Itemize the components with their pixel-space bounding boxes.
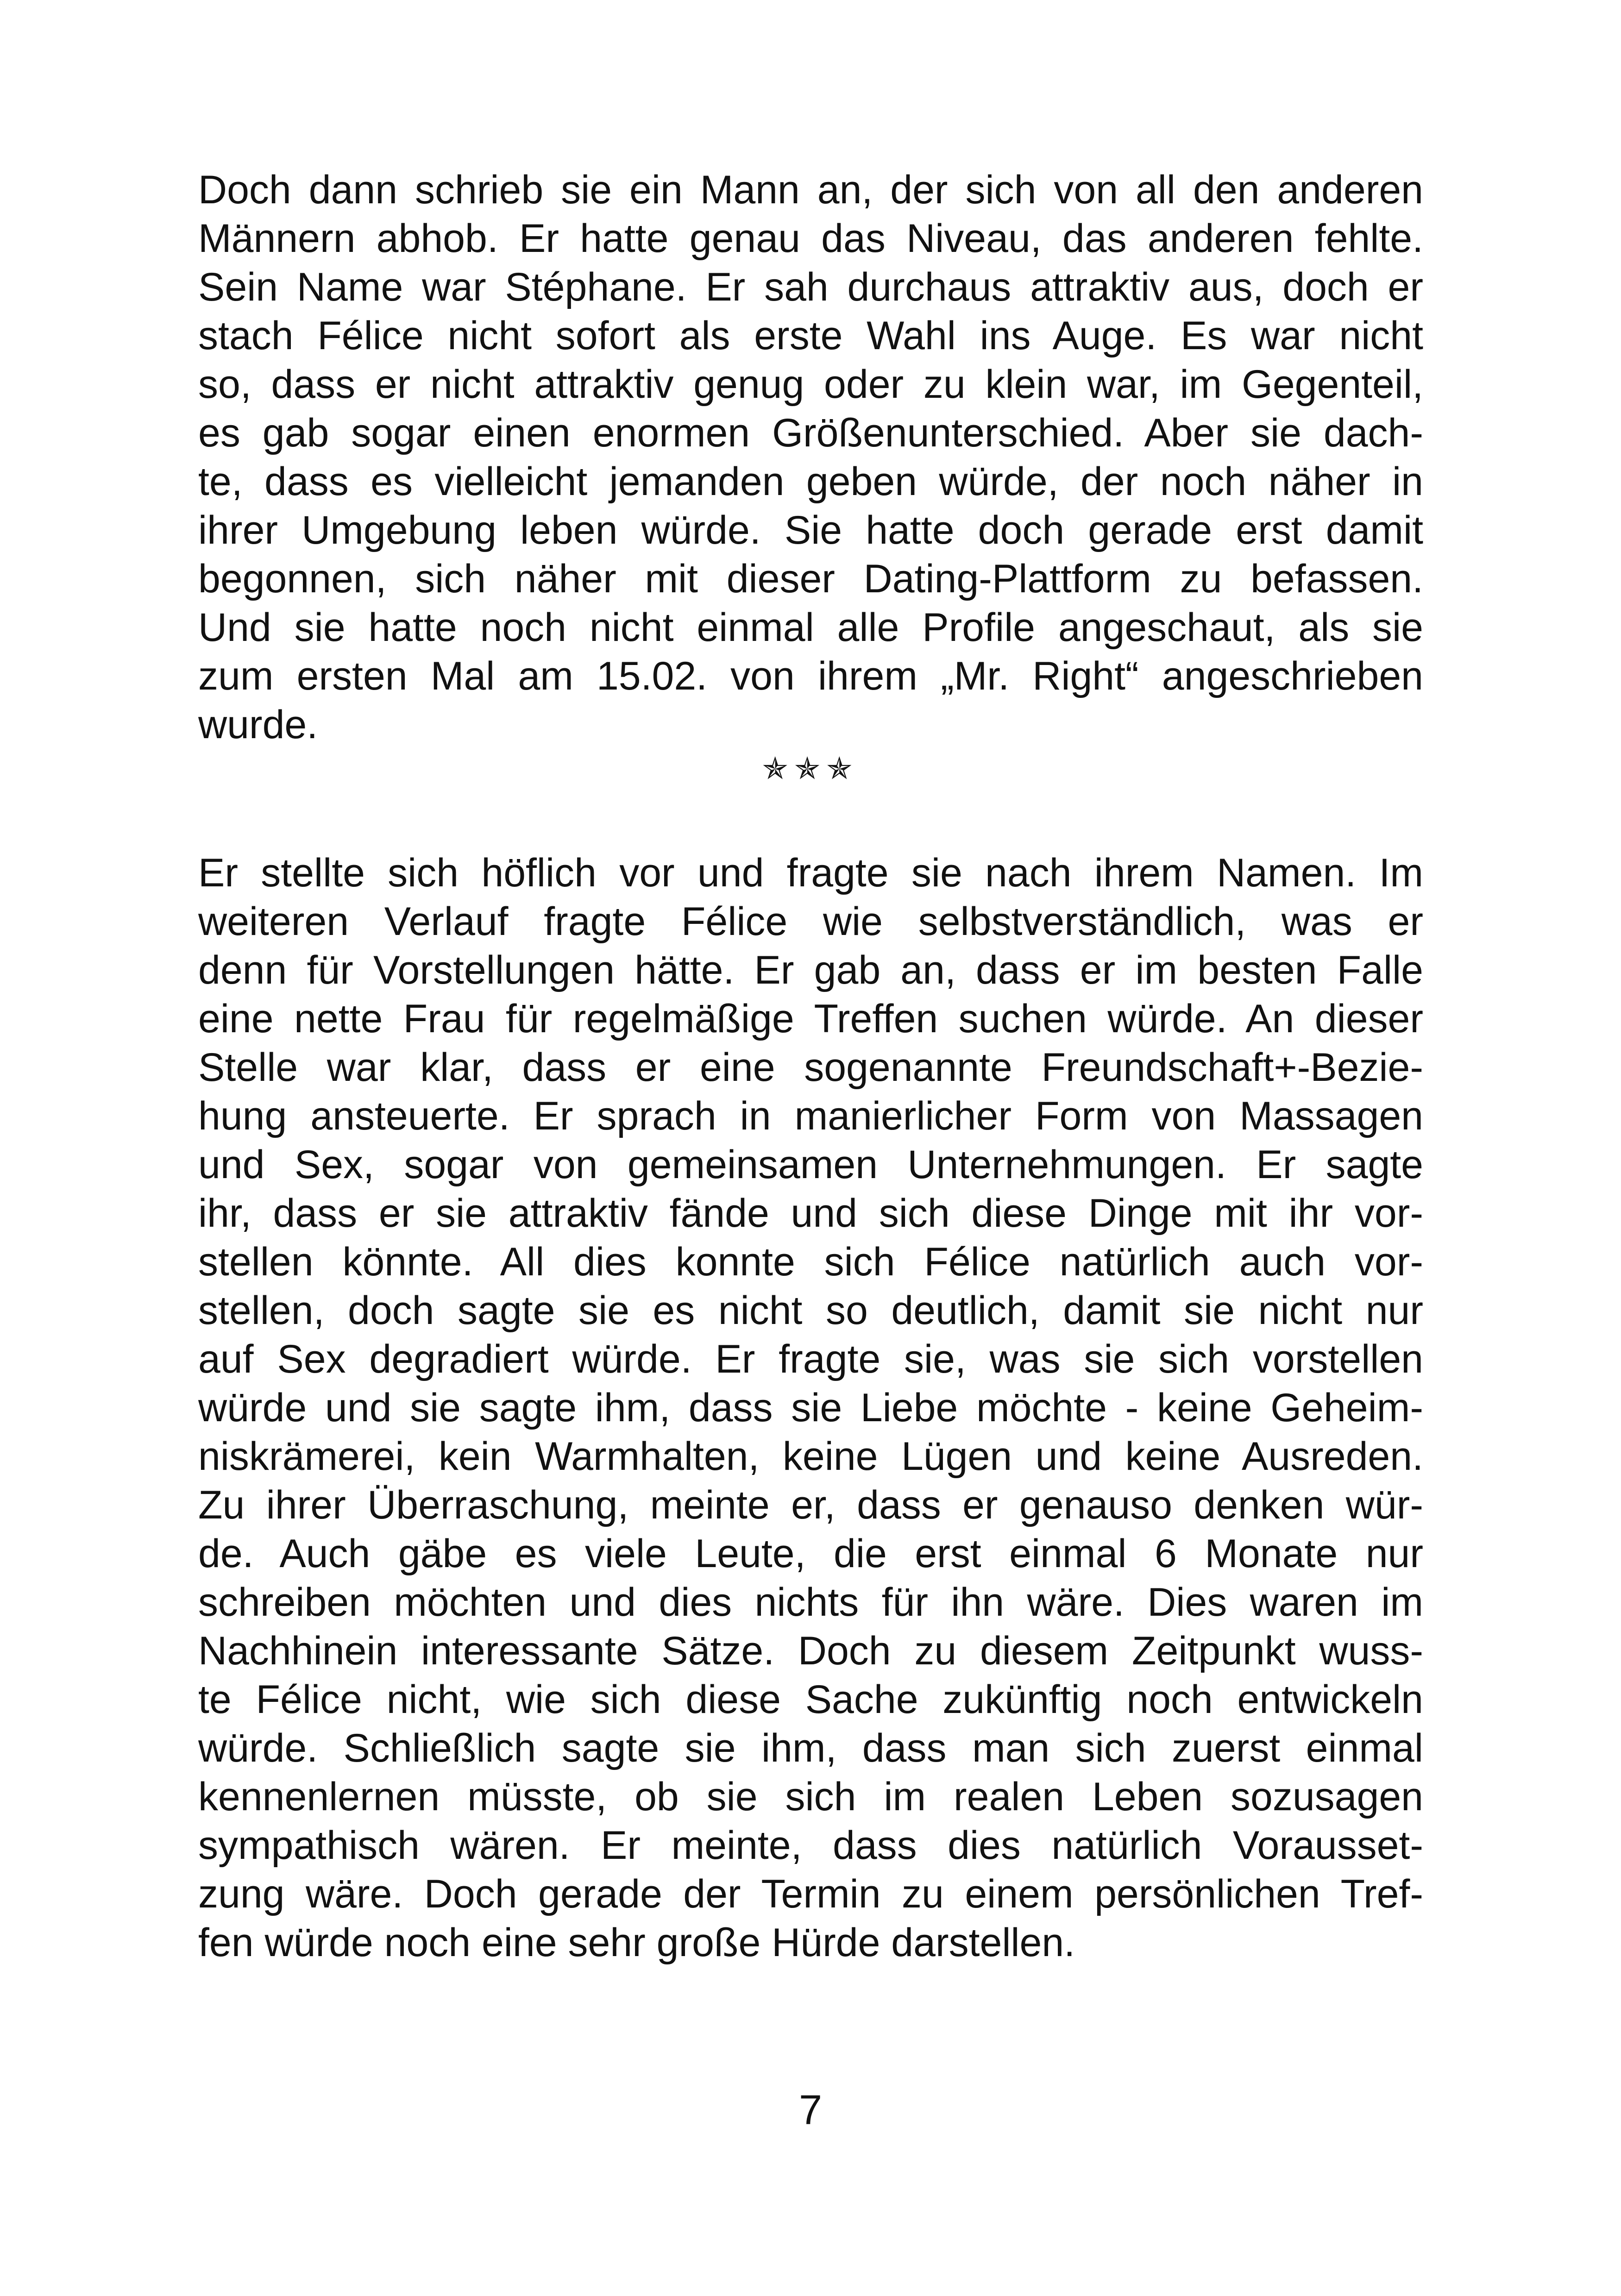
text-line: auf Sex degradiert würde. Er fragte sie, was sie sich vorstellen [198, 1337, 1423, 1381]
section-separator-stars: ✯✯✯ [762, 751, 859, 786]
text-line: denn für Vorstellungen hätte. Er gab an, dass er im besten Falle [198, 948, 1423, 992]
text-line: niskrämerei, kein Warmhalten, keine Lügen und keine Ausreden. [198, 1434, 1423, 1479]
text-line: weiteren Verlauf fragte Félice wie selbstverständlich, was er [198, 899, 1423, 944]
text-line: zum ersten Mal am 15.02. von ihrem „Mr. Right“ angeschrieben [198, 654, 1423, 698]
text-line: so, dass er nicht attraktiv genug oder zu klein war, im Gegenteil, [198, 362, 1423, 407]
text-line: begonnen, sich näher mit dieser Dating-Plattform zu befassen. [198, 557, 1423, 601]
page-number: 7 [798, 2087, 823, 2133]
text-line: Zu ihrer Überraschung, meinte er, dass er genauso denken wür- [198, 1483, 1423, 1527]
text-line: zung wäre. Doch gerade der Termin zu einem persönlichen Tref- [198, 1872, 1423, 1916]
text-line: schreiben möchten und dies nichts für ihn wäre. Dies waren im [198, 1580, 1423, 1625]
text-line: wurde. [198, 703, 318, 747]
text-line: stellen, doch sagte sie es nicht so deutlich, damit sie nicht nur [198, 1288, 1423, 1333]
text-line: te Félice nicht, wie sich diese Sache zukünftig noch entwickeln [198, 1677, 1423, 1722]
text-line: Stelle war klar, dass er eine sogenannte Freundschaft+-Bezie- [198, 1045, 1423, 1090]
text-line: würde und sie sagte ihm, dass sie Liebe möchte - keine Geheim- [198, 1386, 1423, 1430]
text-line: sympathisch wären. Er meinte, dass dies natürlich Vorausset- [198, 1823, 1423, 1868]
text-line: fen würde noch eine sehr große Hürde darstellen. [198, 1920, 1075, 1965]
text-line: eine nette Frau für regelmäßige Treffen suchen würde. An dieser [198, 997, 1423, 1041]
text-line: würde. Schließlich sagte sie ihm, dass man sich zuerst einmal [198, 1726, 1423, 1770]
text-line: te, dass es vielleicht jemanden geben würde, der noch näher in [198, 459, 1423, 504]
text-line: Er stellte sich höflich vor und fragte sie nach ihrem Namen. Im [198, 851, 1423, 895]
text-line: Doch dann schrieb sie ein Mann an, der sich von all den anderen [198, 168, 1423, 212]
text-line: es gab sogar einen enormen Größenunterschied. Aber sie dach- [198, 411, 1423, 455]
text-line: Und sie hatte noch nicht einmal alle Profile angeschaut, als sie [198, 605, 1423, 650]
text-line: Männern abhob. Er hatte genau das Niveau, das anderen fehlte. [198, 216, 1423, 261]
text-line: Nachhinein interessante Sätze. Doch zu diesem Zeitpunkt wuss- [198, 1629, 1423, 1673]
text-line: de. Auch gäbe es viele Leute, die erst einmal 6 Monate nur [198, 1531, 1423, 1576]
text-line: ihrer Umgebung leben würde. Sie hatte doch gerade erst damit [198, 508, 1423, 552]
text-line: ihr, dass er sie attraktiv fände und sich diese Dinge mit ihr vor- [198, 1191, 1423, 1236]
text-line: und Sex, sogar von gemeinsamen Unternehmungen. Er sagte [198, 1142, 1423, 1187]
text-line: Sein Name war Stéphane. Er sah durchaus attraktiv aus, doch er [198, 265, 1423, 309]
text-line: stach Félice nicht sofort als erste Wahl ins Auge. Es war nicht [198, 314, 1423, 358]
text-line: hung ansteuerte. Er sprach in manierlicher Form von Massagen [198, 1094, 1423, 1138]
text-line: kennenlernen müsste, ob sie sich im realen Leben sozusagen [198, 1775, 1423, 1819]
text-line: stellen könnte. All dies konnte sich Félice natürlich auch vor- [198, 1240, 1423, 1284]
